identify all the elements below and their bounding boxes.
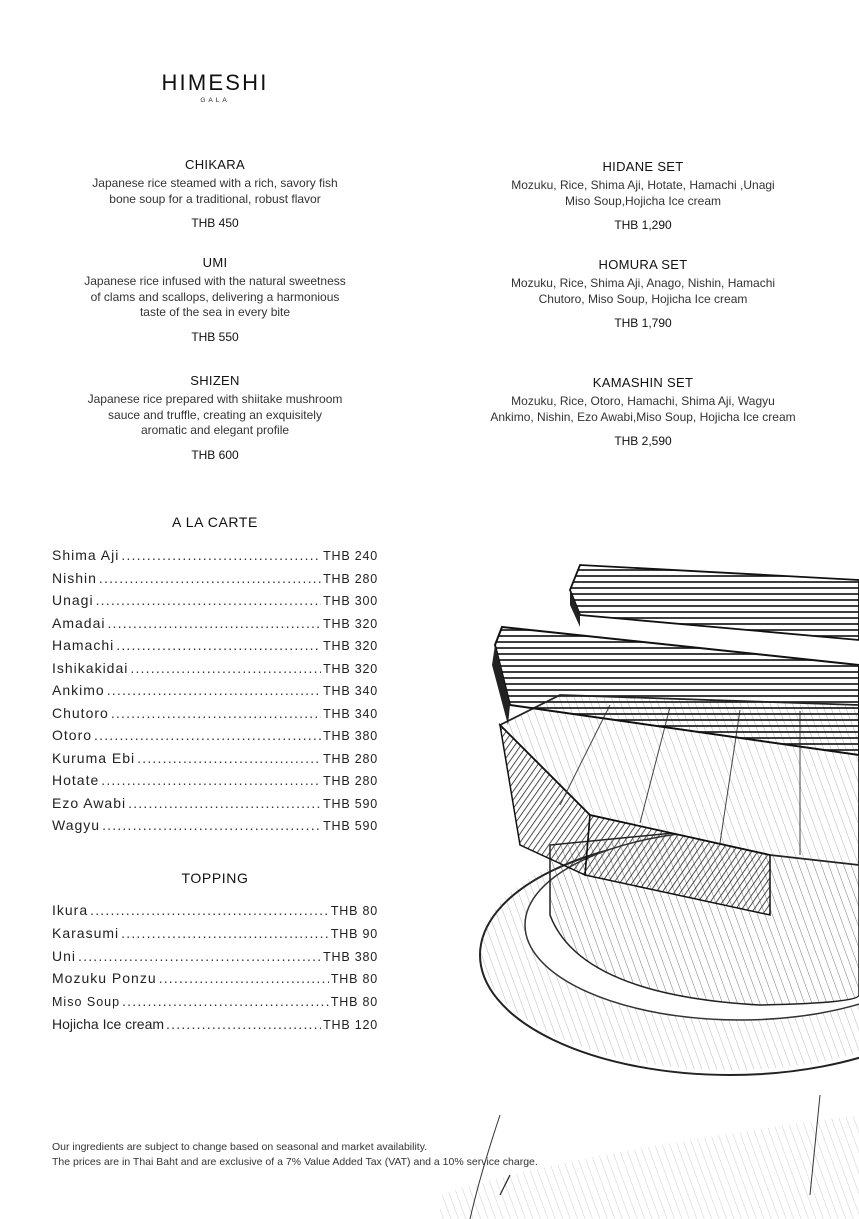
list-item [52, 792, 378, 815]
item-name: Ezo Awabi [52, 794, 127, 811]
dish-name: CHIKARA [185, 157, 245, 172]
item-price: THB 300 [323, 594, 378, 608]
dish-description [60, 392, 370, 439]
desc-line: Japanese rice steamed with a rich, savory fish [92, 176, 338, 190]
item-price: THB 80 [330, 972, 378, 987]
item-price: THB 280 [323, 751, 378, 766]
dish-chikara [60, 156, 370, 231]
item-price: THB 340 [323, 706, 378, 721]
list-item [52, 945, 378, 968]
item-price: THB 90 [330, 926, 378, 941]
set-description [470, 276, 816, 307]
leader-dots [107, 679, 321, 702]
leader-dots [159, 967, 329, 990]
item-name: Nishin [52, 569, 97, 586]
dish-name: SHIZEN [190, 373, 240, 388]
leader-dots [94, 724, 321, 747]
item-name: Amadai [52, 614, 106, 631]
list-item [52, 1013, 378, 1036]
leader-dots [102, 814, 321, 837]
set-price: THB 2,590 [614, 434, 672, 448]
list-item [52, 747, 378, 770]
brand-logo [156, 70, 274, 104]
dish-description [60, 274, 370, 321]
item-name: Shima Aji [52, 547, 120, 563]
dish-price: THB 550 [191, 329, 239, 344]
leader-dots [166, 1013, 321, 1036]
set-description [470, 178, 816, 209]
list-item [52, 922, 378, 945]
leader-dots [111, 702, 321, 725]
list-item [52, 589, 378, 612]
set-price: THB 1,790 [614, 316, 672, 330]
leader-dots [90, 899, 329, 922]
set-hidane [470, 158, 816, 233]
footer-note [52, 1140, 538, 1170]
item-price: THB 320 [323, 639, 378, 653]
leader-dots [121, 922, 329, 945]
topping-title: TOPPING [181, 870, 249, 886]
leader-dots [130, 657, 321, 680]
dish-shizen [60, 372, 370, 463]
item-name: Chutoro [52, 704, 109, 721]
footer-line: The prices are in Thai Baht and are exclusive of a 7% Value Added Tax (VAT) and a 10% service charge. [52, 1156, 538, 1168]
dish-price: THB 450 [191, 216, 239, 230]
list-item [52, 769, 378, 792]
leader-dots [121, 544, 321, 567]
desc-line: Japanese rice prepared with shiitake mushroom [87, 392, 343, 406]
item-name: Ikura [52, 902, 89, 918]
item-price: THB 590 [323, 819, 378, 833]
desc-line: sauce and truffle, creating an exquisitely [108, 407, 322, 422]
item-price: THB 280 [323, 774, 378, 788]
item-price: THB 80 [330, 995, 378, 1010]
set-name: HIDANE SET [602, 159, 684, 174]
footer-line: Our ingredients are subject to change based on seasonal and market availability. [52, 1141, 428, 1153]
desc-line: Mozuku, Rice, Otoro, Hamachi, Shima Aji, Wagyu [511, 394, 775, 408]
list-item [52, 657, 378, 680]
item-name: Ishikakidai [52, 659, 129, 676]
leader-dots [78, 945, 321, 968]
item-name: Miso Soup [52, 995, 121, 1010]
set-kamashin [470, 374, 816, 449]
desc-line: Miso Soup,Hojicha Ice cream [564, 193, 722, 208]
desc-line: taste of the sea in every bite [139, 305, 291, 319]
leader-dots [128, 792, 321, 815]
leader-dots [107, 612, 321, 635]
a-la-carte-title: A LA CARTE [172, 514, 258, 530]
list-item [52, 679, 378, 702]
set-name: HOMURA SET [598, 257, 688, 272]
item-name: Otoro [52, 727, 93, 743]
item-price: THB 380 [323, 949, 378, 964]
leader-dots [101, 769, 321, 792]
brand-name: HIMESHI [161, 70, 269, 95]
item-price: THB 320 [323, 661, 378, 676]
leader-dots [137, 747, 321, 770]
desc-line: Mozuku, Rice, Shima Aji, Hotate, Hamachi ,Unagi [511, 178, 775, 192]
brand-subname: GALA [200, 97, 230, 104]
sushi-sketch-illustration [440, 555, 859, 1219]
set-price: THB 1,290 [614, 218, 672, 232]
list-item [52, 990, 378, 1013]
topping-list [52, 899, 378, 1036]
leader-dots [122, 990, 329, 1013]
list-item [52, 899, 378, 922]
set-description [470, 394, 816, 425]
item-name: Hamachi [52, 637, 115, 653]
list-item [52, 814, 378, 837]
desc-line: Mozuku, Rice, Shima Aji, Anago, Nishin, Hamachi [510, 276, 776, 290]
item-name: Hojicha Ice cream [52, 1015, 165, 1032]
item-price: THB 590 [323, 796, 378, 811]
item-name: Unagi [52, 592, 94, 608]
list-item [52, 967, 378, 990]
desc-line: bone soup for a traditional, robust flavor [109, 191, 321, 206]
desc-line: Japanese rice infused with the natural sweetness [84, 274, 346, 288]
desc-line: of clams and scallops, delivering a harmonious [90, 289, 340, 304]
item-name: Kuruma Ebi [52, 749, 136, 766]
list-item [52, 544, 378, 567]
list-item [52, 612, 378, 635]
list-item [52, 634, 378, 657]
item-name: Hotate [52, 772, 100, 788]
desc-line: aromatic and elegant profile [140, 423, 290, 437]
item-name: Uni [52, 947, 77, 964]
desc-line: Ankimo, Nishin, Ezo Awabi,Miso Soup, Hojicha Ice cream [490, 409, 796, 424]
dish-umi [60, 254, 370, 345]
item-name: Ankimo [52, 682, 105, 698]
item-name: Wagyu [52, 817, 101, 833]
leader-dots [116, 634, 321, 657]
item-name: Mozuku Ponzu [52, 970, 157, 987]
item-price: THB 320 [323, 616, 378, 631]
dish-description [60, 176, 370, 207]
a-la-carte-list [52, 544, 378, 837]
list-item [52, 567, 378, 590]
item-price: THB 280 [323, 571, 378, 586]
item-price: THB 380 [323, 729, 378, 743]
set-homura [470, 256, 816, 331]
leader-dots [96, 589, 321, 612]
item-name: Karasumi [52, 924, 120, 941]
set-name: KAMASHIN SET [592, 375, 694, 390]
item-price: THB 120 [323, 1017, 378, 1032]
item-price: THB 80 [330, 904, 378, 918]
dish-price: THB 600 [191, 447, 239, 462]
dish-name: UMI [202, 255, 228, 270]
list-item [52, 702, 378, 725]
list-item [52, 724, 378, 747]
leader-dots [99, 567, 321, 590]
item-price: THB 340 [323, 684, 378, 698]
desc-line: Chutoro, Miso Soup, Hojicha Ice cream [538, 291, 748, 306]
item-price: THB 240 [323, 549, 378, 563]
